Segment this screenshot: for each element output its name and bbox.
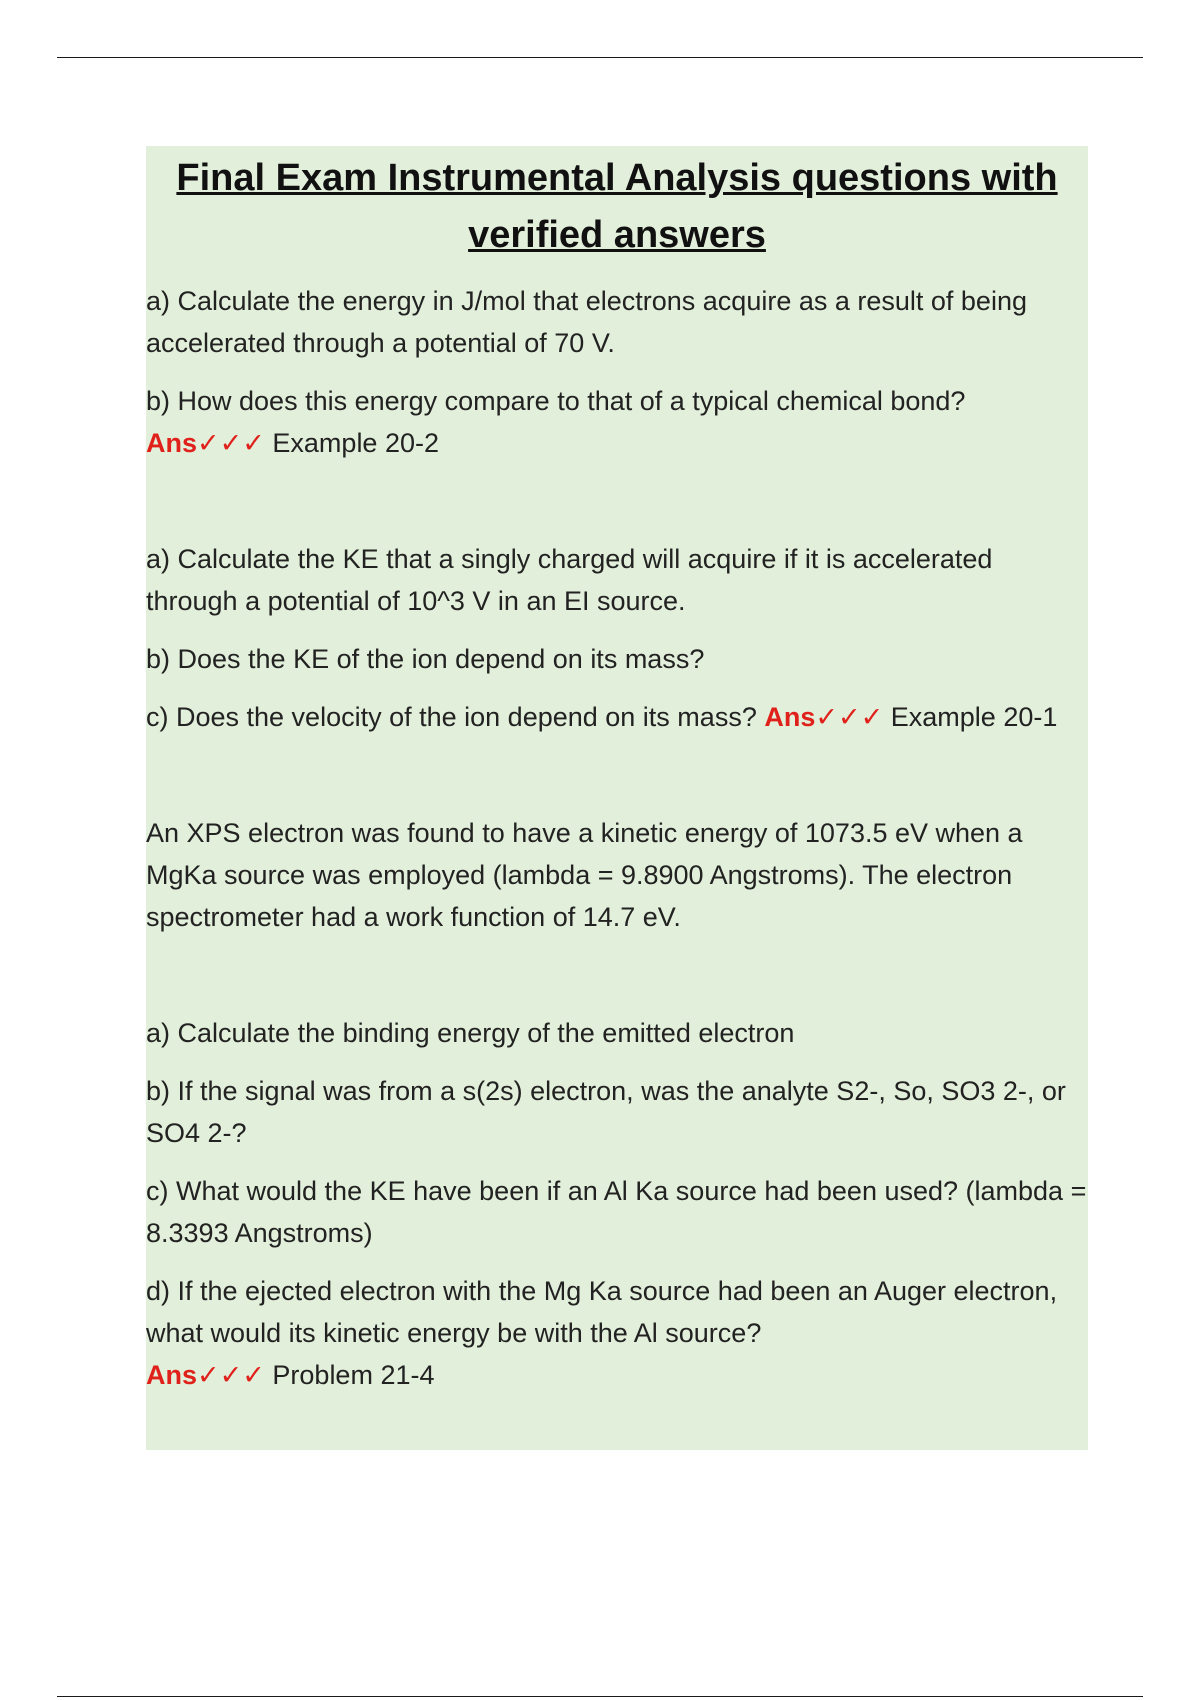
q3-check-icon: ✓✓✓	[197, 1360, 265, 1390]
title-line-2: verified answers	[468, 214, 766, 256]
q2-part-c-text: c) Does the velocity of the ion depend on its mass?	[146, 702, 757, 732]
spacer	[146, 480, 1088, 538]
q3-part-b: b) If the signal was from a s(2s) electron, was the analyte S2-, So, SO3 2-, or SO4 2-?	[146, 1076, 1066, 1148]
q1-part-a: a) Calculate the energy in J/mol that electrons acquire as a result of being accelerated through a potential of 70 V.	[146, 286, 1027, 358]
exam-panel	[146, 146, 1088, 1450]
q2-part-c	[146, 696, 1088, 738]
q1-part-b-text: b) How does this energy compare to that of a typical chemical bond?	[146, 386, 966, 416]
q3-part-d	[146, 1270, 1088, 1396]
spacer	[146, 954, 1088, 1012]
q2-answer-label: Ans	[764, 702, 816, 732]
q2-check-icon: ✓✓✓	[815, 702, 884, 732]
q3-answer-text: Problem 21-4	[272, 1360, 435, 1390]
q2-part-a: a) Calculate the KE that a singly charged will acquire if it is accelerated through a potential of 10^3 V in an EI source.	[146, 544, 993, 616]
q3-part-c: c) What would the KE have been if an Al Ka source had been used? (lambda = 8.3393 Angstroms)	[146, 1176, 1087, 1248]
q2-answer-text: Example 20-1	[890, 702, 1058, 732]
bottom-rule	[57, 1696, 1143, 1697]
q3-answer-label: Ans	[146, 1360, 198, 1390]
q2-part-b: b) Does the KE of the ion depend on its mass?	[146, 644, 705, 674]
q1-check-icon: ✓✓✓	[197, 428, 265, 458]
q1-part-b	[146, 380, 1088, 464]
q1-answer-text: Example 20-2	[272, 428, 439, 458]
q3-part-a: a) Calculate the binding energy of the emitted electron	[146, 1018, 795, 1048]
document-title	[146, 150, 1088, 264]
top-rule	[57, 57, 1143, 58]
q3-intro: An XPS electron was found to have a kinetic energy of 1073.5 eV when a MgKa source was employed (lambda = 9.8900 Angstroms). The electron spectrometer had a work function of 14.7 eV.	[146, 818, 1023, 932]
q3-part-d-text: d) If the ejected electron with the Mg Ka source had been an Auger electron, what would its kinetic energy be with the Al source?	[146, 1276, 1058, 1348]
title-line-1: Final Exam Instrumental Analysis questions with	[176, 157, 1058, 199]
q1-answer-label: Ans	[146, 428, 198, 458]
exam-content	[146, 264, 1088, 1396]
spacer	[146, 754, 1088, 812]
